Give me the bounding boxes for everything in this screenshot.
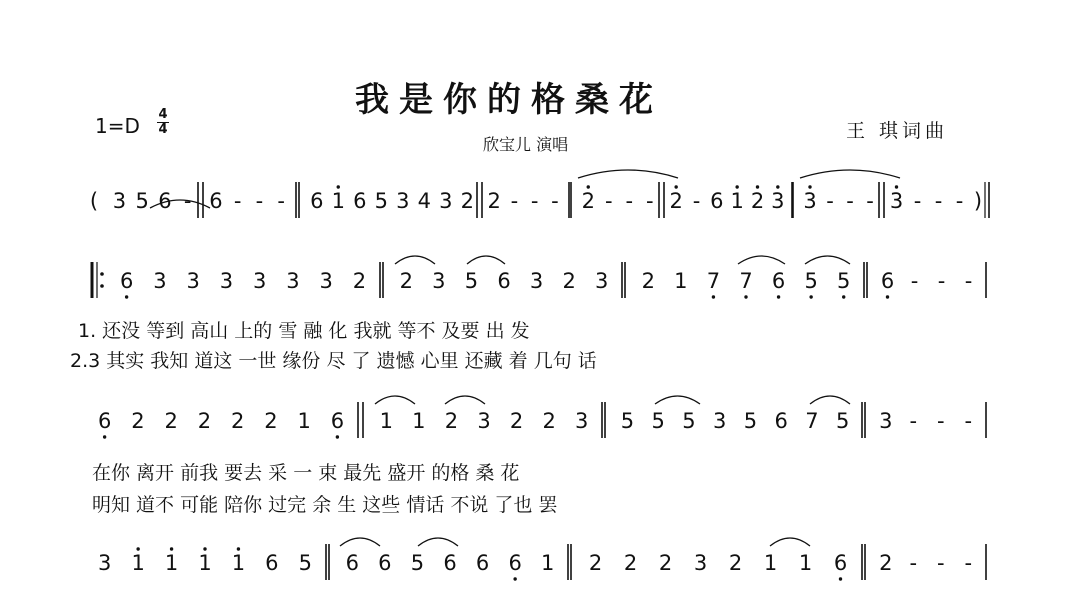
low-dot [842, 295, 845, 298]
note: 3 [595, 269, 609, 293]
high-dot [776, 185, 779, 188]
note: 1 [798, 551, 813, 575]
dash: - [964, 409, 973, 433]
note: 5 [837, 269, 851, 293]
note: 3 [575, 409, 589, 433]
note: 6 [443, 551, 457, 575]
dash: - [604, 189, 613, 213]
note: 6 [209, 189, 223, 213]
note: 2 [542, 409, 556, 433]
note: 5 [464, 269, 479, 293]
note: 1 [231, 551, 246, 575]
high-dot [895, 185, 898, 188]
note: 5 [743, 409, 758, 433]
note: 1 [412, 409, 426, 433]
note: 3 [252, 269, 267, 293]
note: 2 [562, 269, 576, 293]
lyric-line: 2.3 其实 我知 道这 一世 缘份 尽 了 遗憾 心里 还藏 着 几句 话 [70, 350, 597, 372]
note: 2 [509, 409, 524, 433]
note: 1 [379, 409, 393, 433]
dash: - [692, 189, 701, 213]
note: 3 [529, 269, 544, 293]
note: 4 [417, 189, 431, 213]
note: 1 [331, 189, 345, 213]
high-dot [735, 185, 738, 188]
low-dot [839, 577, 842, 580]
note: 6 [771, 269, 786, 293]
note: 6 [378, 551, 392, 575]
note: 6 [475, 551, 490, 575]
note: 2 [658, 551, 673, 575]
note: 7 [739, 269, 753, 293]
high-dot [674, 185, 677, 188]
note: 5 [135, 189, 149, 213]
note: 2 [728, 551, 743, 575]
note: 6 [833, 551, 848, 575]
high-dot [203, 547, 206, 550]
note: 7 [706, 269, 721, 293]
note: 3 [889, 189, 904, 213]
dash: - [955, 189, 964, 213]
note: 2 [131, 409, 145, 433]
high-dot [587, 185, 590, 188]
note: 5 [804, 269, 818, 293]
note: 3 [879, 409, 893, 433]
low-dot [744, 295, 747, 298]
note: 5 [651, 409, 665, 433]
tie [340, 538, 380, 546]
tie [375, 396, 415, 404]
note: 3 [219, 269, 234, 293]
note: 5 [374, 189, 388, 213]
note: 1 [198, 551, 212, 575]
note: 2 [399, 269, 413, 293]
dash: - [937, 269, 946, 293]
meter-top: 4 [158, 107, 168, 122]
low-dot [103, 435, 106, 438]
note: 3 [286, 269, 300, 293]
dash: - [551, 189, 559, 213]
low-dot [513, 577, 516, 580]
singer-credit: 欣宝儿 演唱 [483, 135, 569, 154]
low-dot [777, 295, 780, 298]
note: 2 [264, 409, 278, 433]
low-dot [809, 295, 812, 298]
low-dot [886, 295, 889, 298]
lyric-line: 明知 道不 可能 陪你 过完 余 生 这些 情话 不说 了也 罢 [92, 494, 558, 516]
dash: - [910, 269, 919, 293]
key-signature: 1=D [95, 114, 140, 138]
note: 3 [439, 189, 453, 213]
dash: - [826, 189, 834, 213]
note: 1 [730, 189, 744, 213]
note: 2 [164, 409, 178, 433]
note: 1 [763, 551, 778, 575]
note: 2 [487, 189, 501, 213]
note: 2 [460, 189, 474, 213]
dash: - [934, 189, 943, 213]
tie [770, 538, 810, 546]
dash: - [183, 189, 192, 213]
tie [655, 396, 700, 404]
note: 3 [319, 269, 333, 293]
note: 1 [297, 409, 311, 433]
tie [467, 256, 505, 264]
note: 3 [771, 189, 785, 213]
dash: - [255, 189, 264, 213]
high-dot [808, 185, 811, 188]
dash: - [936, 551, 945, 575]
note: 1 [674, 269, 688, 293]
note: 5 [410, 551, 425, 575]
dash: - [913, 189, 922, 213]
note: 6 [353, 189, 367, 213]
note: 2 [444, 409, 459, 433]
note: 6 [265, 551, 279, 575]
dash: - [510, 189, 519, 213]
tie [800, 170, 900, 178]
note: 6 [345, 551, 359, 575]
note: 3 [693, 551, 708, 575]
dash: - [909, 409, 918, 433]
tie [805, 256, 850, 264]
note: 6 [774, 409, 788, 433]
note: 2 [750, 189, 765, 213]
dash: - [936, 409, 945, 433]
note: 6 [97, 409, 112, 433]
composer-credit: 王 琪词曲 [846, 120, 949, 142]
dash: - [866, 189, 874, 213]
note: 5 [298, 551, 312, 575]
dash: - [277, 189, 285, 213]
close-paren: ) [973, 189, 983, 213]
note: 3 [396, 189, 410, 213]
note: 2 [879, 551, 893, 575]
dash: - [233, 189, 242, 213]
open-paren: ( [89, 189, 99, 213]
note: 1 [131, 551, 145, 575]
repeat-dot [100, 272, 104, 276]
high-dot [756, 185, 759, 188]
note: 2 [588, 551, 603, 575]
repeat-dot [100, 284, 104, 288]
note: 3 [112, 189, 127, 213]
high-dot [337, 185, 340, 188]
note: 6 [508, 551, 522, 575]
tie [810, 396, 850, 404]
dash: - [530, 189, 539, 213]
note: 5 [620, 409, 635, 433]
note: 1 [541, 551, 555, 575]
low-dot [125, 295, 128, 298]
tie [418, 538, 458, 546]
note: 2 [230, 409, 245, 433]
note: 6 [158, 189, 172, 213]
note: 1 [164, 551, 179, 575]
note: 5 [835, 409, 850, 433]
dash: - [909, 551, 918, 575]
note: 6 [880, 269, 895, 293]
note: 2 [641, 269, 655, 293]
note: 6 [119, 269, 134, 293]
dash: - [625, 189, 634, 213]
low-dot [336, 435, 339, 438]
high-dot [237, 547, 240, 550]
note: 5 [682, 409, 696, 433]
note: 3 [153, 269, 167, 293]
dash: - [964, 269, 973, 293]
note: 6 [310, 189, 324, 213]
note: 2 [352, 269, 367, 293]
tie [445, 396, 485, 404]
dash: - [645, 189, 654, 213]
lyric-line: 1. 还没 等到 高山 上的 雪 融 化 我就 等不 及要 出 发 [78, 320, 530, 342]
tie [578, 170, 678, 178]
note: 7 [805, 409, 819, 433]
lyric-line: 在你 离开 前我 要去 采 一 束 最先 盛开 的格 桑 花 [92, 462, 520, 484]
tie [738, 256, 785, 264]
note: 3 [186, 269, 200, 293]
note: 3 [432, 269, 446, 293]
note: 6 [497, 269, 511, 293]
meter-bottom: 4 [158, 122, 168, 137]
note: 3 [803, 189, 817, 213]
note: 3 [98, 551, 112, 575]
note: 6 [710, 189, 724, 213]
high-dot [136, 547, 139, 550]
note: 3 [712, 409, 727, 433]
high-dot [170, 547, 173, 550]
dash: - [846, 189, 854, 213]
song-title: 我是你的格桑花 [355, 80, 663, 120]
note: 2 [197, 409, 212, 433]
note: 2 [623, 551, 638, 575]
note: 6 [330, 409, 345, 433]
low-dot [712, 295, 715, 298]
tie [395, 256, 435, 264]
note: 2 [581, 189, 595, 213]
dash: - [964, 551, 973, 575]
note: 3 [477, 409, 491, 433]
note: 2 [669, 189, 683, 213]
